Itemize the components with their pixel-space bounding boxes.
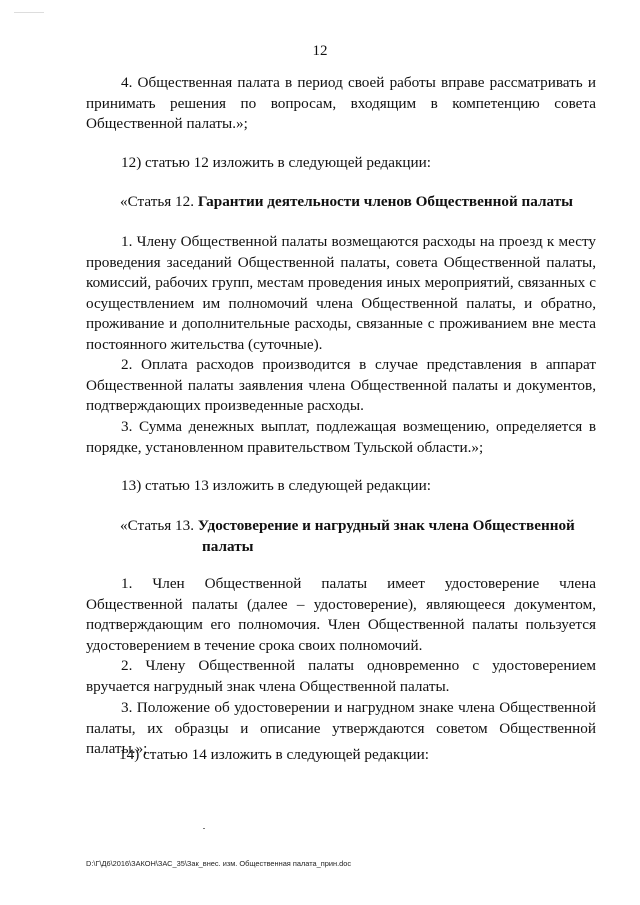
scan-artifact	[14, 12, 44, 13]
paragraph-text: 1. Члену Общественной палаты возмещаются расходы на проезд к месту проведения заседаний Общественной палаты, совета Общественной палаты, комиссий, рабочих групп, местам проведения иных мероприятий, связанных с осуществлением им полномочий члена Общественной палаты, и обратно, проживание и дополнительные расходы, связанные с проживанием вне места постоянного жительства (суточные).	[86, 233, 596, 353]
article-number: «Статья 12.	[120, 193, 198, 210]
paragraph-text: 2. Члену Общественной палаты одновременно с удостоверением вручается нагрудный знак члена Общественной палаты.	[86, 657, 596, 695]
paragraph-text: 1. Член Общественной палаты имеет удостоверение члена Общественной палаты (далее – удостоверение), являющееся документом, подтверждающим его полномочия. Член Общественной палаты пользуется удостоверением в течение срока своих полномочий.	[86, 575, 596, 654]
paragraph-text: 13) статью 13 изложить в следующей редакции:	[121, 477, 431, 494]
paragraph-text: 14) статью 14 изложить в следующей редакции:	[119, 746, 429, 763]
paragraph-text: 4. Общественная палата в период своей работы вправе рассматривать и принимать решения по вопросам, входящим в компетенцию совета Общественной палаты.»;	[86, 74, 596, 132]
paragraph-4	[86, 73, 596, 135]
article-12-paragraph-1	[86, 232, 596, 355]
paragraph-text: 3. Сумма денежных выплат, подлежащая возмещению, определяется в порядке, установленном правительством Тульской области.»;	[86, 418, 596, 456]
article-13-paragraph-2	[86, 656, 596, 697]
article-13-paragraph-1	[86, 574, 596, 656]
article-12-paragraph-3	[86, 417, 596, 458]
amendment-item-14	[119, 745, 629, 766]
scan-speck	[203, 828, 205, 829]
paragraph-text: 12) статью 12 изложить в следующей редакции:	[121, 154, 431, 171]
paragraph-text: 3. Положение об удостоверении и нагрудном знаке члена Общественной палаты, их образцы и описание утверждаются советом Общественной палаты.»;	[86, 699, 596, 757]
article-number: «Статья 13.	[120, 517, 198, 534]
article-12-paragraph-2	[86, 355, 596, 417]
article-13-heading	[120, 516, 590, 557]
footer-file-path: D:\Г\Д6\2016\ЗАКОН\ЗАС_35\Зак_внес. изм. Общественная палата_прин.doc	[86, 859, 352, 868]
page-number: 12	[312, 43, 328, 59]
amendment-item-12	[121, 153, 631, 174]
article-title-line-2: палаты	[202, 537, 254, 555]
amendment-item-13	[121, 476, 631, 497]
article-12-heading	[120, 192, 590, 213]
article-title: Гарантии деятельности членов Общественной палаты	[197, 193, 574, 210]
paragraph-text: 2. Оплата расходов производится в случае представления в аппарат Общественной палаты заявления члена Общественной палаты и документов, подтверждающих произведенные расходы.	[86, 356, 596, 414]
article-title-line-1: Удостоверение и нагрудный знак члена Общественной	[197, 517, 575, 534]
